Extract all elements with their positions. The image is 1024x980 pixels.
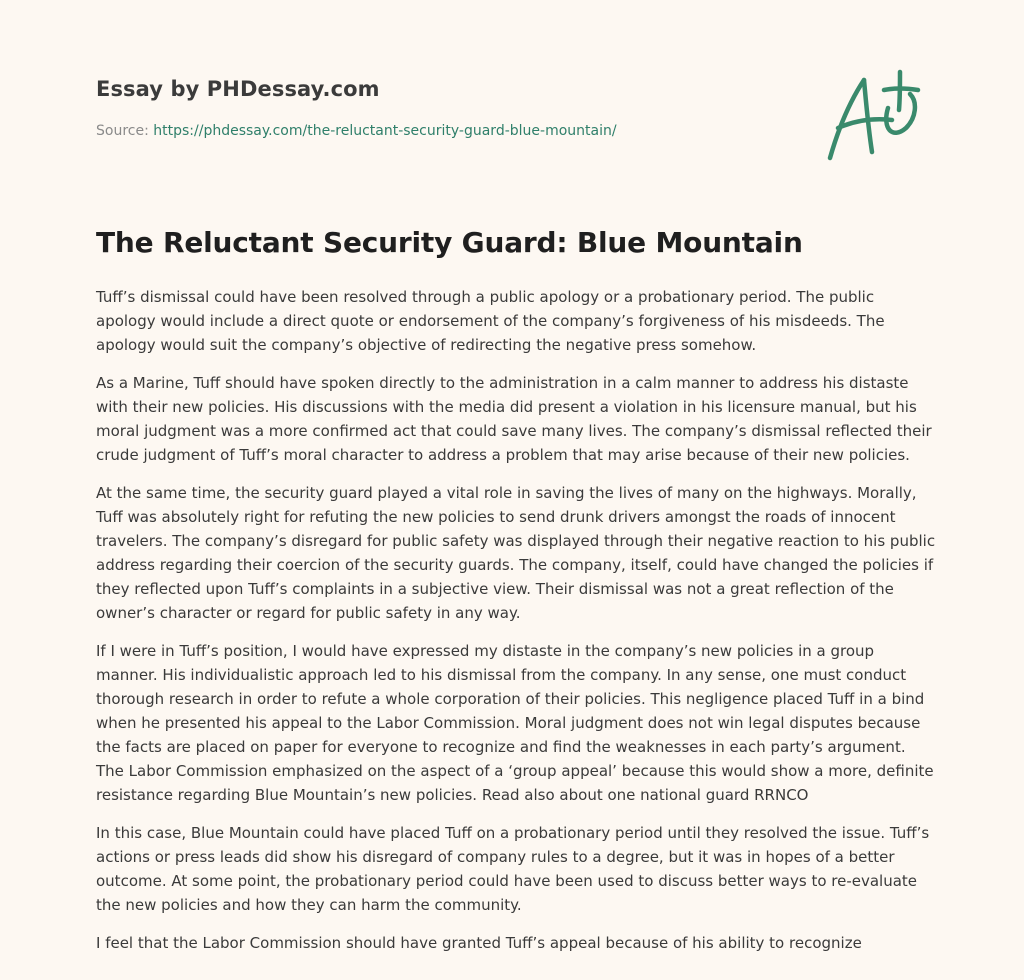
essay-paragraph: At the same time, the security guard played a vital role in saving the lives of many on the highways. Morally, Tuff was absolutely right for refuting the new policies to send drunk drivers amongst the roads of innocent travelers. The company’s disregard for public safety was displayed through their negative reaction to his public address regarding their coercion of the security guards. The company, itself, could have changed the policies if they reflected upon Tuff’s complaints in a subjective view. Their dismissal was not a great reflection of the owner’s character or regard for public safety in any way. (96, 484, 936, 622)
source-link[interactable]: https://phdessay.com/the-reluctant-security-guard-blue-mountain/ (153, 123, 617, 139)
source-label: Source: (96, 123, 154, 139)
essay-paragraph: In this case, Blue Mountain could have placed Tuff on a probationary period until they resolved the issue. Tuff’s actions or press leads did show his disregard of company rules to a degree, but it was in hopes of a better outcome. At some point, the probationary period could have been used to discuss better ways to re-evaluate the new policies and how they can harm the community. (96, 824, 930, 914)
site-brand: Essay by PHDessay.com (96, 77, 380, 101)
source-line (96, 123, 617, 139)
essay-paragraph: Tuff’s dismissal could have been resolved through a public apology or a probationary period. The public apology would include a direct quote or endorsement of the company’s forgiveness of his misdeeds. The apology would suit the company’s objective of redirecting the negative press somehow. (96, 288, 885, 354)
a-plus-grade-icon (822, 68, 928, 164)
essay-body (96, 285, 936, 969)
essay-paragraph: If I were in Tuff’s position, I would have expressed my distaste in the company’s new policies in a group manner. His individualistic approach led to his dismissal from the company. In any sense, one must conduct thorough research in order to refute a whole corporation of their policies. This negligence placed Tuff in a bind when he presented his appeal to the Labor Commission. Moral judgment does not win legal disputes because the facts are placed on paper for everyone to recognize and find the weaknesses in each party’s argument. The Labor Commission emphasized on the aspect of a ‘group appeal’ because this would show a more, definite resistance regarding Blue Mountain’s new policies. Read also about one national guard RRNCO (96, 642, 934, 804)
essay-title: The Reluctant Security Guard: Blue Mountain (96, 226, 803, 259)
essay-paragraph: I feel that the Labor Commission should have granted Tuff’s appeal because of his ability to recognize (96, 934, 862, 952)
essay-paragraph: As a Marine, Tuff should have spoken directly to the administration in a calm manner to address his distaste with their new policies. His discussions with the media did present a violation in his licensure manual, but his moral judgment was a more confirmed act that could save many lives. The company’s dismissal reflected their crude judgment of Tuff’s moral character to address a problem that may arise because of their new policies. (96, 374, 932, 464)
